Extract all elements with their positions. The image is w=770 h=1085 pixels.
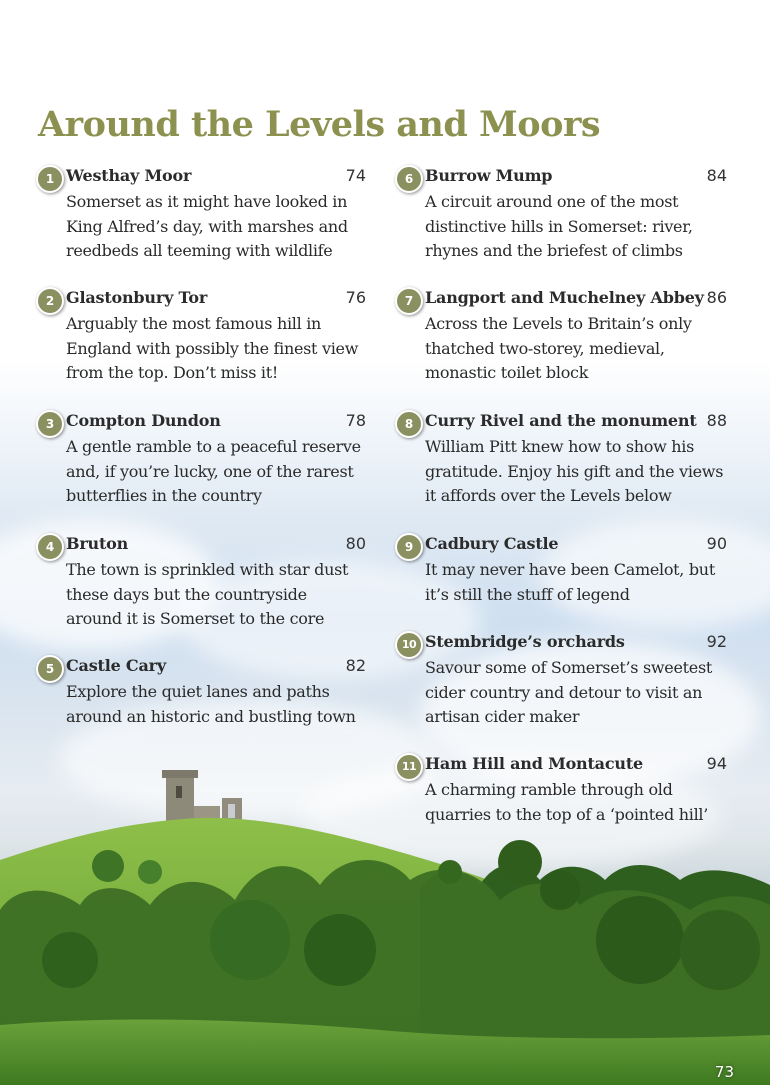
walk-title: Burrow Mump [425,166,553,185]
walk-description: Somerset as it might have looked in King Alfred’s day, with marshes and reedbeds all teeming with wildlife [66,192,348,260]
walk-description: A circuit around one of the most distinctive hills in Somerset: river, rhynes and the briefest of climbs [425,192,693,260]
walk-entry-1[interactable] [45,166,366,264]
walk-page-number: 84 [706,166,727,185]
walk-page-number: 92 [706,632,727,651]
walk-title: Ham Hill and Montacute [425,754,643,773]
walk-description: Explore the quiet lanes and paths around an historic and bustling town [66,682,356,726]
walk-title: Cadbury Castle [425,534,559,553]
walk-entry-7[interactable] [404,288,727,386]
walk-description: William Pitt knew how to show his gratitude. Enjoy his gift and the views it affords over the Levels below [425,437,724,505]
walk-title: Compton Dundon [66,411,221,430]
walk-title: Westhay Moor [66,166,192,185]
walk-title: Curry Rivel and the monument [425,411,697,430]
walk-entry-8[interactable] [404,411,727,509]
tor-tower [162,770,242,824]
page-number: 73 [714,1063,734,1081]
walk-entry-4[interactable] [45,534,366,632]
walk-number-badge: 5 [36,655,64,683]
walk-number-badge: 10 [395,631,423,659]
walk-title: Bruton [66,534,129,553]
walk-page-number: 94 [706,754,727,773]
walk-description: Savour some of Somerset’s sweetest cider country and detour to visit an artisan cider maker [425,658,712,726]
walk-title: Glastonbury Tor [66,288,208,307]
walk-page-number: 80 [345,534,366,553]
walk-entry-2[interactable] [45,288,366,386]
walk-entry-11[interactable] [401,754,727,827]
walk-number-badge: 4 [36,533,64,561]
walk-title: Stembridge’s orchards [425,632,625,651]
walk-page-number: 88 [706,411,727,430]
walk-description: Arguably the most famous hill in England with possibly the finest view from the top. Don’t miss it! [66,314,359,382]
walk-page-number: 86 [706,288,727,307]
walk-page-number: 82 [345,656,366,675]
walk-page-number: 90 [706,534,727,553]
walk-number-badge: 11 [395,753,423,781]
walk-description: A charming ramble through old quarries to the top of a ‘pointed hill’ [425,780,709,824]
walk-description: The town is sprinkled with star dust these days but the countryside around it is Somerset to the core [66,560,349,628]
walk-page-number: 74 [345,166,366,185]
walk-number-badge: 7 [395,287,423,315]
walk-description: It may never have been Camelot, but it’s still the stuff of legend [425,560,715,604]
walk-entry-3[interactable] [45,411,366,509]
walk-number-badge: 6 [395,165,423,193]
walk-number-badge: 9 [395,533,423,561]
walk-number-badge: 3 [36,410,64,438]
walk-entry-10[interactable] [401,632,727,730]
walk-page-number: 78 [345,411,366,430]
walk-number-badge: 2 [36,287,64,315]
walk-description: A gentle ramble to a peaceful reserve and, if you’re lucky, one of the rarest butterflies in the country [66,437,361,505]
walk-entry-6[interactable] [404,166,727,264]
walk-number-badge: 8 [395,410,423,438]
walk-number-badge: 1 [36,165,64,193]
walk-title: Langport and Muchelney Abbey [425,288,704,307]
page-title: Around the Levels and Moors [38,104,601,145]
walk-page-number: 76 [345,288,366,307]
walk-entry-9[interactable] [404,534,727,607]
walk-entry-5[interactable] [45,656,366,729]
walk-description: Across the Levels to Britain’s only thatched two-storey, medieval, monastic toilet block [425,314,692,382]
walk-title: Castle Cary [66,656,166,675]
